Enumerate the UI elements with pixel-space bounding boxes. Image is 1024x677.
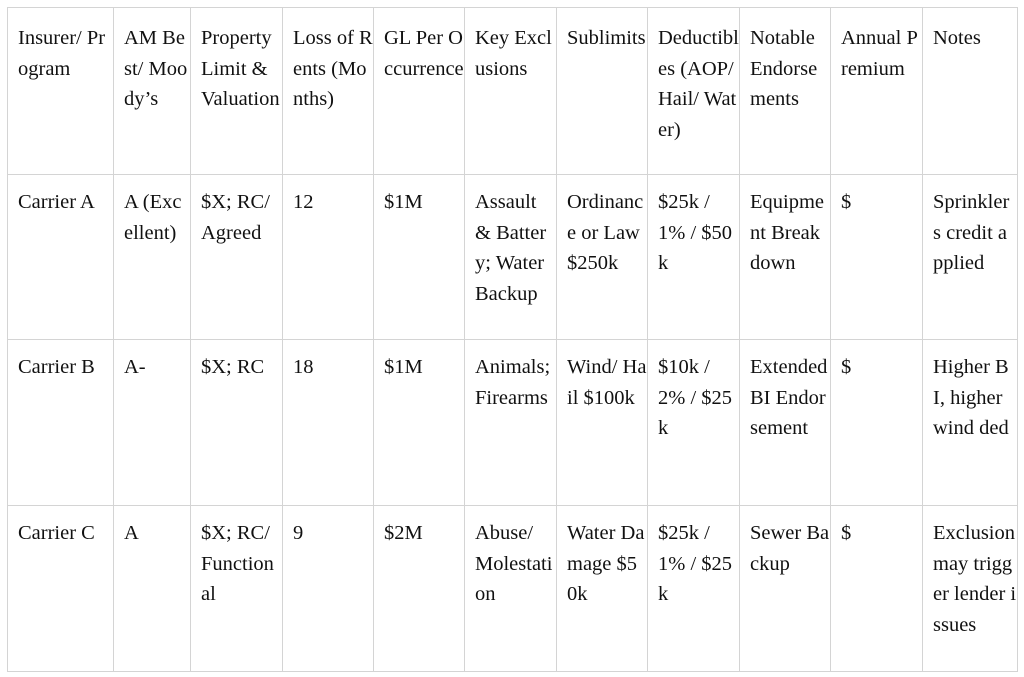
table-row: [8, 506, 1018, 672]
cell-deductibles: $25k / 1% / $50k: [648, 175, 740, 340]
cell-rating: A-: [114, 340, 191, 506]
cell-loss-of-rents: 18: [283, 340, 374, 506]
cell-sublimits: Ordinance or Law $250k: [557, 175, 648, 340]
cell-rating: A (Excellent): [114, 175, 191, 340]
cell-gl-per-occurrence: $1M: [374, 175, 465, 340]
header-gl-per-occurrence: GL Per Occurrence: [374, 8, 465, 175]
cell-notes: Sprinklers credit applied: [923, 175, 1018, 340]
cell-annual-premium: $: [831, 506, 923, 672]
cell-notes: Exclusion may trigger lender issues: [923, 506, 1018, 672]
header-rating: AM Best/ Moody’s: [114, 8, 191, 175]
table-header-row: [8, 8, 1018, 175]
cell-insurer: Carrier C: [8, 506, 114, 672]
header-annual-premium: Annual Premium: [831, 8, 923, 175]
header-notes: Notes: [923, 8, 1018, 175]
table-row: [8, 175, 1018, 340]
cell-loss-of-rents: 9: [283, 506, 374, 672]
cell-endorsements: Sewer Backup: [740, 506, 831, 672]
cell-deductibles: $25k / 1% / $25k: [648, 506, 740, 672]
table-row: [8, 340, 1018, 506]
header-property-limit: Property Limit & Valuation: [191, 8, 283, 175]
cell-property-limit: $X; RC/ Functional: [191, 506, 283, 672]
cell-endorsements: Extended BI Endorsement: [740, 340, 831, 506]
cell-endorsements: Equipment Breakdown: [740, 175, 831, 340]
cell-property-limit: $X; RC/ Agreed: [191, 175, 283, 340]
header-insurer: Insurer/ Program: [8, 8, 114, 175]
cell-key-exclusions: Abuse/ Molestation: [465, 506, 557, 672]
cell-gl-per-occurrence: $1M: [374, 340, 465, 506]
insurance-comparison-table: [7, 7, 1018, 672]
cell-notes: Higher BI, higher wind ded: [923, 340, 1018, 506]
cell-sublimits: Wind/ Hail $100k: [557, 340, 648, 506]
cell-insurer: Carrier A: [8, 175, 114, 340]
cell-insurer: Carrier B: [8, 340, 114, 506]
cell-annual-premium: $: [831, 340, 923, 506]
header-key-exclusions: Key Exclusions: [465, 8, 557, 175]
cell-loss-of-rents: 12: [283, 175, 374, 340]
cell-key-exclusions: Assault & Battery; Water Backup: [465, 175, 557, 340]
cell-annual-premium: $: [831, 175, 923, 340]
cell-deductibles: $10k / 2% / $25k: [648, 340, 740, 506]
header-loss-of-rents: Loss of Rents (Months): [283, 8, 374, 175]
header-sublimits: Sublimits: [557, 8, 648, 175]
header-endorsements: Notable Endorsements: [740, 8, 831, 175]
cell-key-exclusions: Animals; Firearms: [465, 340, 557, 506]
cell-rating: A: [114, 506, 191, 672]
cell-property-limit: $X; RC: [191, 340, 283, 506]
header-deductibles: Deductibles (AOP/ Hail/ Water): [648, 8, 740, 175]
cell-sublimits: Water Damage $50k: [557, 506, 648, 672]
cell-gl-per-occurrence: $2M: [374, 506, 465, 672]
